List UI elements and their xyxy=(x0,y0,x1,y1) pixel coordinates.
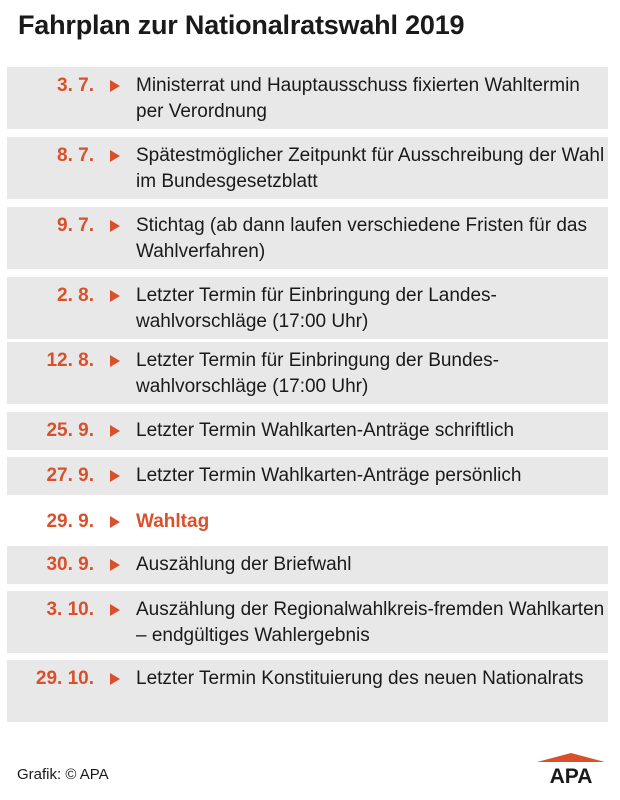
event-text-highlight: Wahltag xyxy=(136,511,210,532)
list-item xyxy=(7,137,608,199)
arrow-icon xyxy=(110,355,120,367)
event-text: Letzter Termin Wahlkarten-Anträge persönlich xyxy=(136,465,522,486)
date-label: 2. 8. xyxy=(57,285,94,306)
date-label: 3. 10. xyxy=(46,599,94,620)
arrow-icon xyxy=(110,80,120,92)
list-item xyxy=(7,67,608,129)
list-item xyxy=(7,277,608,339)
arrow-icon xyxy=(110,516,120,528)
date-label: 9. 7. xyxy=(57,215,94,236)
event-text: Auszählung der Regionalwahlkreis-fremden Wahlkarten – endgültiges Wahlergebnis xyxy=(136,599,605,646)
list-item xyxy=(7,207,608,269)
date-label: 27. 9. xyxy=(46,465,94,486)
event-text: Letzter Termin Wahlkarten-Anträge schriftlich xyxy=(136,420,515,441)
event-text: Letzter Termin Konstituierung des neuen Nationalrats xyxy=(136,668,584,689)
date-label: 29. 10. xyxy=(35,668,94,689)
list-item xyxy=(7,660,608,722)
arrow-icon xyxy=(110,425,120,437)
arrow-icon xyxy=(110,290,120,302)
date-label: 3. 7. xyxy=(57,75,94,96)
apa-logo xyxy=(537,753,605,785)
arrow-icon xyxy=(110,220,120,232)
list-item xyxy=(7,342,608,404)
event-text: Ministerrat und Hauptausschuss fixierten Wahltermin per Verordnung xyxy=(136,75,580,122)
source-credit: Grafik: © APA xyxy=(17,766,109,783)
logo-text: APA xyxy=(549,765,593,785)
date-label: 30. 9. xyxy=(46,554,94,575)
date-label: 12. 8. xyxy=(46,350,94,371)
arrow-icon xyxy=(110,604,120,616)
page-title: Fahrplan zur Nationalratswahl 2019 xyxy=(18,10,465,40)
date-label: 8. 7. xyxy=(57,145,94,166)
event-text: Letzter Termin für Einbringung der Bundes-wahlvorschläge (17:00 Uhr) xyxy=(136,350,499,397)
event-text: Letzter Termin für Einbringung der Landes-wahlvorschläge (17:00 Uhr) xyxy=(136,285,497,332)
arrow-icon xyxy=(110,150,120,162)
list-item xyxy=(7,591,608,653)
arrow-icon xyxy=(110,470,120,482)
list-item xyxy=(7,457,608,495)
list-item xyxy=(7,546,608,584)
event-text: Stichtag (ab dann laufen verschiedene Fristen für das Wahlverfahren) xyxy=(136,215,587,262)
date-label: 25. 9. xyxy=(46,420,94,441)
arrow-icon xyxy=(110,559,120,571)
list-item xyxy=(7,412,608,450)
date-label: 29. 9. xyxy=(46,511,94,532)
list-item xyxy=(7,504,608,540)
event-text: Auszählung der Briefwahl xyxy=(136,554,352,575)
event-text: Spätestmöglicher Zeitpunkt für Ausschreibung der Wahl im Bundesgesetzblatt xyxy=(136,145,605,192)
arrow-icon xyxy=(110,673,120,685)
